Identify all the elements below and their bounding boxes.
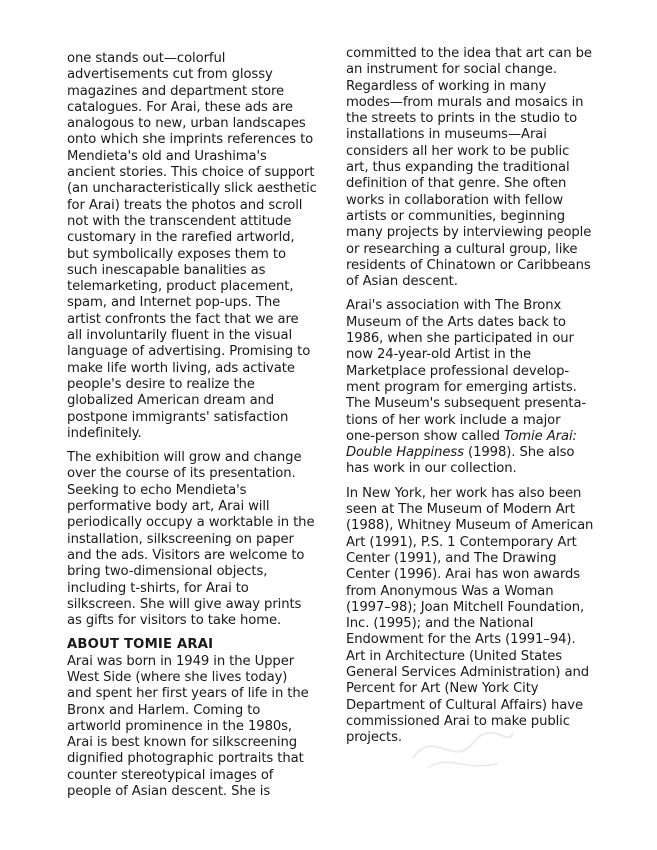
left-paragraph-2: The exhibition will grow and change over the course of its presentation. Seeking to echo Mendieta's performative body art, Arai will periodically occupy a worktable in the installation, silkscreening on paper and the ads. Visitors are welcome to bring two-dimensional objects, including t-shirts, for Arai to silkscreen. She will give away prints as gifts for visitors to take home.: [67, 450, 315, 629]
section-heading: ABOUT TOMIE ARAI: [67, 637, 214, 653]
left-column: [67, 46, 321, 808]
left-paragraph-1: one stands out—colorful advertisements cut from glossy magazines and department store catalogues. For Arai, these ads are analogous to new, urban landscapes onto which she imprints references to Mendieta's old and Urashima's ancient stories. This choice of support (an uncharacteristically slick aesthetic for Arai) treats the photos and scroll not with the transcendent attitude customary in the rarefied artworld, but symbolically exposes them to such inescapable banalities as telemarketing, product placement, spam, and Internet pop-ups. The artist confronts the fact that we are all involuntarily fluent in the visual language of advertising. Promising to make life worth living, ads activate people's desire to realize the globalized American dream and postpone immigrants' satisfaction indefinitely.: [67, 51, 317, 441]
right-paragraph-2-text: Arai's association with The Bronx Museum of the Arts dates back to 1986, when she participated in our now 24-year-old Artist in the Marketplace professional develop- ment program for emerging artists. The Museum's subsequent presenta- tions of her work include a major one-person show called: [346, 298, 587, 444]
right-paragraph-1: committed to the idea that art can be an instrument for social change. Regardless of working in many modes—from murals and mosaics in the streets to prints in the studio to installations in museums—Arai considers all her work to be public art, thus expanding the traditional definition of that genre. She often works in collaboration with fellow artists or communities, beginning many projects by interviewing people or researching a cultural group, like residents of Chinatown or Caribbeans of Asian descent.: [346, 46, 592, 290]
right-paragraph-2: [346, 298, 602, 477]
exhibition-title: Tomie Arai: Double Happiness: [346, 428, 577, 461]
faint-bleed-through-mark: [408, 718, 518, 778]
left-paragraph-3: Arai was born in 1949 in the Upper West Side (where she lives today) and spent her first years of life in the Bronx and Harlem. Coming to artworld prominence in the 1980s, Arai is best known for silkscreening dignified photographic portraits that counter stereotypical images of people of Asian descent. She is: [67, 653, 309, 800]
right-paragraph-3: In New York, her work has also been seen at The Museum of Modern Art (1988), Whitney Museum of American Art (1991), P.S. 1 Contemporary Art Center (1991), and The Drawing Center (1996). Arai has won awards from Anonymous Was a Woman (1997–98); Joan Mitchell Foundation, Inc. (1995); and the National Endowment for the Arts (1991–94). Art in Architecture (United States General Services Administration) and Percent for Art (New York City Department of Cultural Affairs) have commissioned Arai to make public projects.: [346, 485, 594, 746]
right-paragraph-2-tail: (1998). She also has work in our collection.: [346, 445, 575, 477]
right-column: [346, 46, 602, 754]
